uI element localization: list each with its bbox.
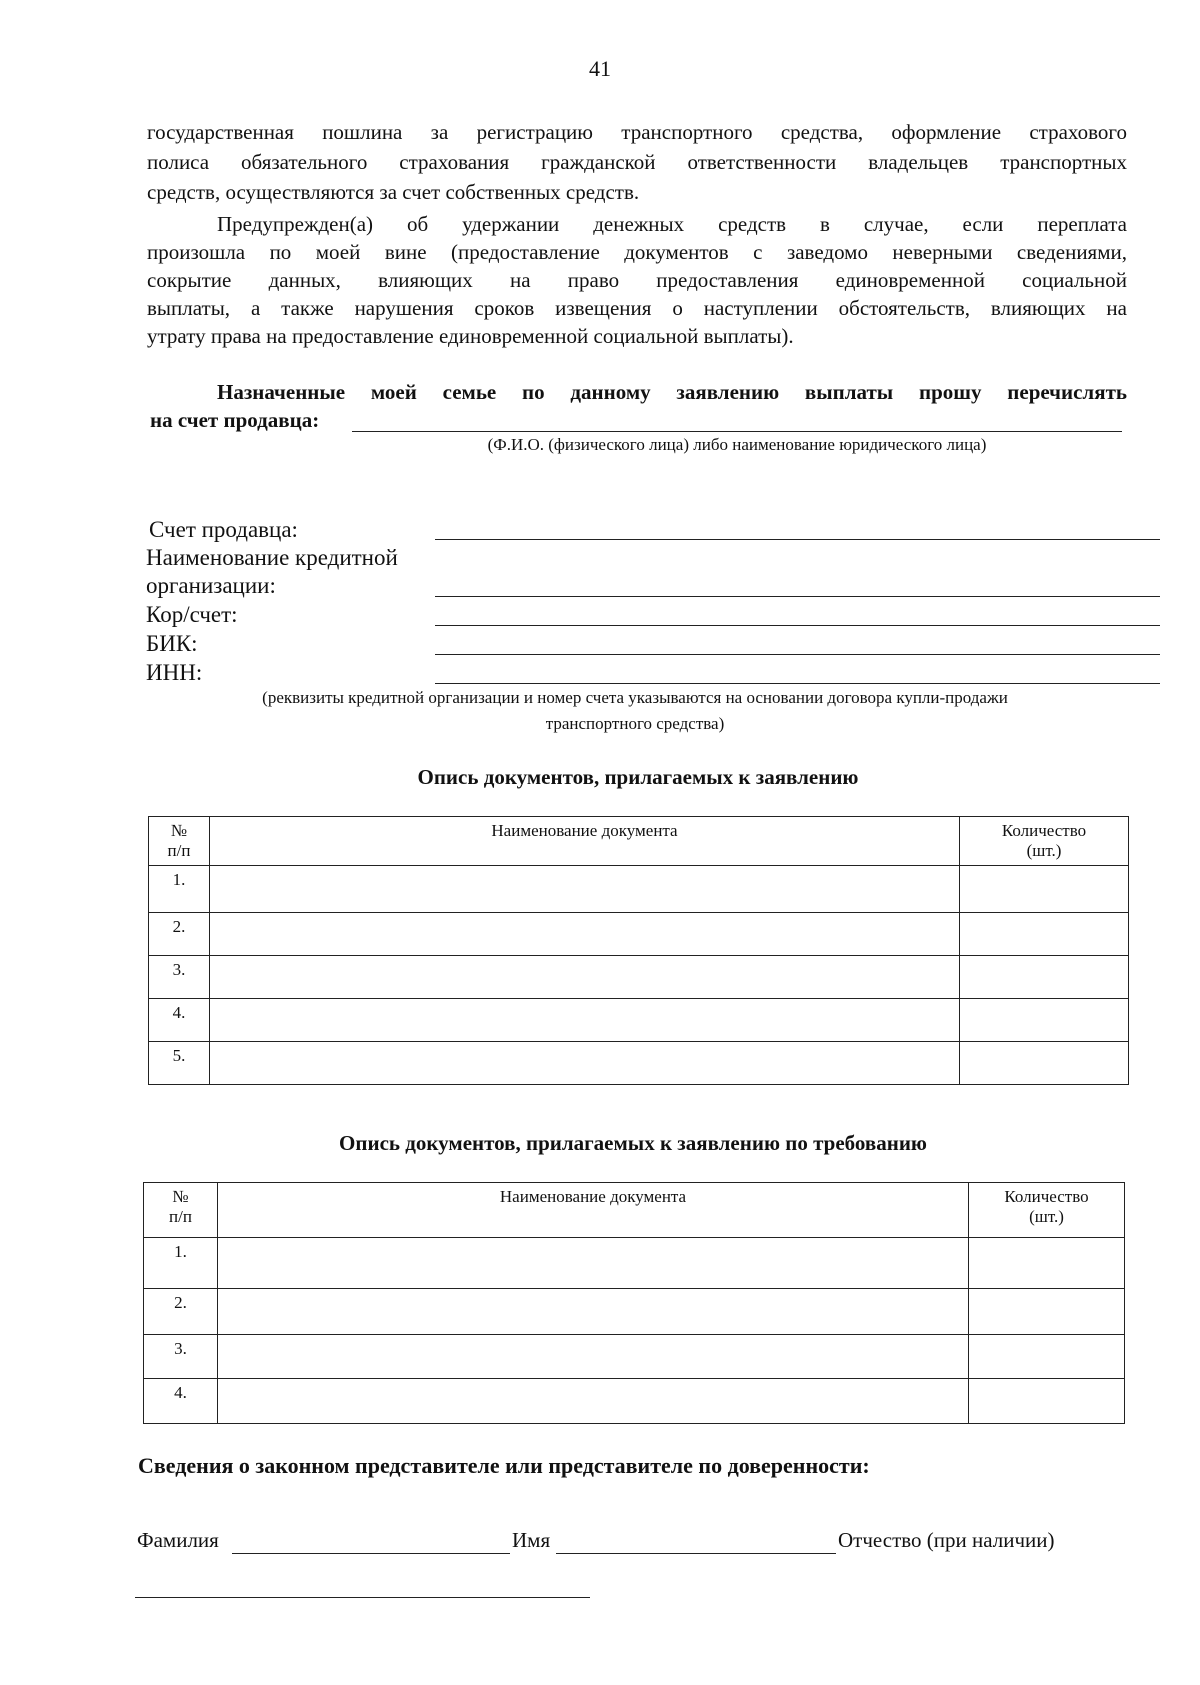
row-number: 1.: [149, 866, 210, 913]
inn-field[interactable]: [435, 683, 1160, 684]
patronymic-label: Отчество (при наличии): [838, 1528, 1055, 1552]
representative-title: Сведения о законном представителе или представителе по доверенности:: [138, 1453, 870, 1478]
requisites-note-line-1: (реквизиты кредитной организации и номер счета указываются на основании договора купли-продажи: [262, 688, 1008, 707]
row-number: 1.: [144, 1238, 218, 1289]
quantity-cell[interactable]: [960, 999, 1129, 1042]
intro-line-1: государственная пошлина за регистрацию транспортного средства, оформление страхового: [147, 120, 1127, 144]
table-row: [144, 1379, 1125, 1424]
row-number: 2.: [149, 913, 210, 956]
name-field[interactable]: [556, 1553, 836, 1554]
quantity-cell[interactable]: [960, 956, 1129, 999]
quantity-cell[interactable]: [960, 913, 1129, 956]
seller-account-field[interactable]: [435, 539, 1160, 540]
row-number: 4.: [144, 1379, 218, 1424]
row-number: 4.: [149, 999, 210, 1042]
quantity-cell[interactable]: [969, 1238, 1125, 1289]
table1-title: Опись документов, прилагаемых к заявлению: [417, 765, 859, 789]
warning-line-5: утрату права на предоставление единовременной социальной выплаты).: [147, 324, 794, 348]
bik-field[interactable]: [435, 654, 1160, 655]
document-name-cell[interactable]: [210, 999, 960, 1042]
inn-label: ИНН:: [146, 660, 203, 685]
warning-line-2: произошла по моей вине (предоставление документов с заведомо неверными сведениями,: [147, 240, 1127, 264]
page-number: 41: [589, 56, 611, 81]
seller-name-field[interactable]: [352, 431, 1122, 432]
seller-name-caption: (Ф.И.О. (физического лица) либо наименование юридического лица): [487, 435, 987, 454]
quantity-cell[interactable]: [960, 1042, 1129, 1085]
quantity-cell[interactable]: [969, 1289, 1125, 1335]
row-number: 3.: [149, 956, 210, 999]
warning-line-4: выплаты, а также нарушения сроков извещения о наступлении обстоятельств, влияющих на: [147, 296, 1127, 320]
table-row: [144, 1238, 1125, 1289]
requested-documents-table: [143, 1182, 1125, 1424]
corr-account-field[interactable]: [435, 625, 1160, 626]
document-name-cell[interactable]: [210, 956, 960, 999]
document-name-cell[interactable]: [210, 1042, 960, 1085]
quantity-cell[interactable]: [960, 866, 1129, 913]
document-name-cell[interactable]: [218, 1379, 969, 1424]
column-header-number: № п/п: [144, 1183, 218, 1238]
bik-label: БИК:: [146, 631, 198, 656]
table-header-row: [144, 1183, 1125, 1238]
bank-name-field[interactable]: [435, 596, 1160, 597]
quantity-cell[interactable]: [969, 1335, 1125, 1379]
table-row: [149, 913, 1129, 956]
column-header-document-name: Наименование документа: [218, 1183, 969, 1238]
document-name-cell[interactable]: [210, 913, 960, 956]
table-row: [144, 1289, 1125, 1335]
column-header-number: № п/п: [149, 817, 210, 866]
table-row: [149, 956, 1129, 999]
intro-line-2: полиса обязательного страхования гражданской ответственности владельцев транспортных: [147, 150, 1127, 174]
table-row: [149, 999, 1129, 1042]
row-number: 2.: [144, 1289, 218, 1335]
transfer-request-line-1: Назначенные моей семье по данному заявлению выплаты прошу перечислять: [217, 380, 1127, 404]
intro-line-3: средств, осуществляются за счет собственных средств.: [147, 180, 640, 204]
document-name-cell[interactable]: [210, 866, 960, 913]
patronymic-field[interactable]: [135, 1597, 590, 1598]
quantity-cell[interactable]: [969, 1379, 1125, 1424]
table-row: [144, 1335, 1125, 1379]
document-name-cell[interactable]: [218, 1289, 969, 1335]
warning-line-3: сокрытие данных, влияющих на право предоставления единовременной социальной: [147, 268, 1127, 292]
surname-label: Фамилия: [137, 1528, 219, 1552]
table-row: [149, 1042, 1129, 1085]
surname-field[interactable]: [232, 1553, 510, 1554]
column-header-document-name: Наименование документа: [210, 817, 960, 866]
corr-account-label: Кор/счет:: [146, 602, 238, 627]
seller-account-label: Счет продавца:: [149, 517, 298, 542]
row-number: 5.: [149, 1042, 210, 1085]
table2-title: Опись документов, прилагаемых к заявлению по требованию: [339, 1131, 927, 1155]
column-header-quantity: Количество (шт.): [960, 817, 1129, 866]
table-header-row: [149, 817, 1129, 866]
bank-name-label-1: Наименование кредитной: [146, 545, 398, 570]
table-row: [149, 866, 1129, 913]
documents-table: [148, 816, 1129, 1085]
name-label: Имя: [512, 1528, 551, 1552]
document-name-cell[interactable]: [218, 1238, 969, 1289]
requisites-note-line-2: транспортного средства): [545, 714, 725, 733]
column-header-quantity: Количество (шт.): [969, 1183, 1125, 1238]
document-name-cell[interactable]: [218, 1335, 969, 1379]
row-number: 3.: [144, 1335, 218, 1379]
warning-line-1: Предупрежден(а) об удержании денежных средств в случае, если переплата: [217, 212, 1127, 236]
transfer-request-line-2: на счет продавца:: [150, 408, 320, 432]
bank-name-label-2: организации:: [146, 573, 276, 598]
